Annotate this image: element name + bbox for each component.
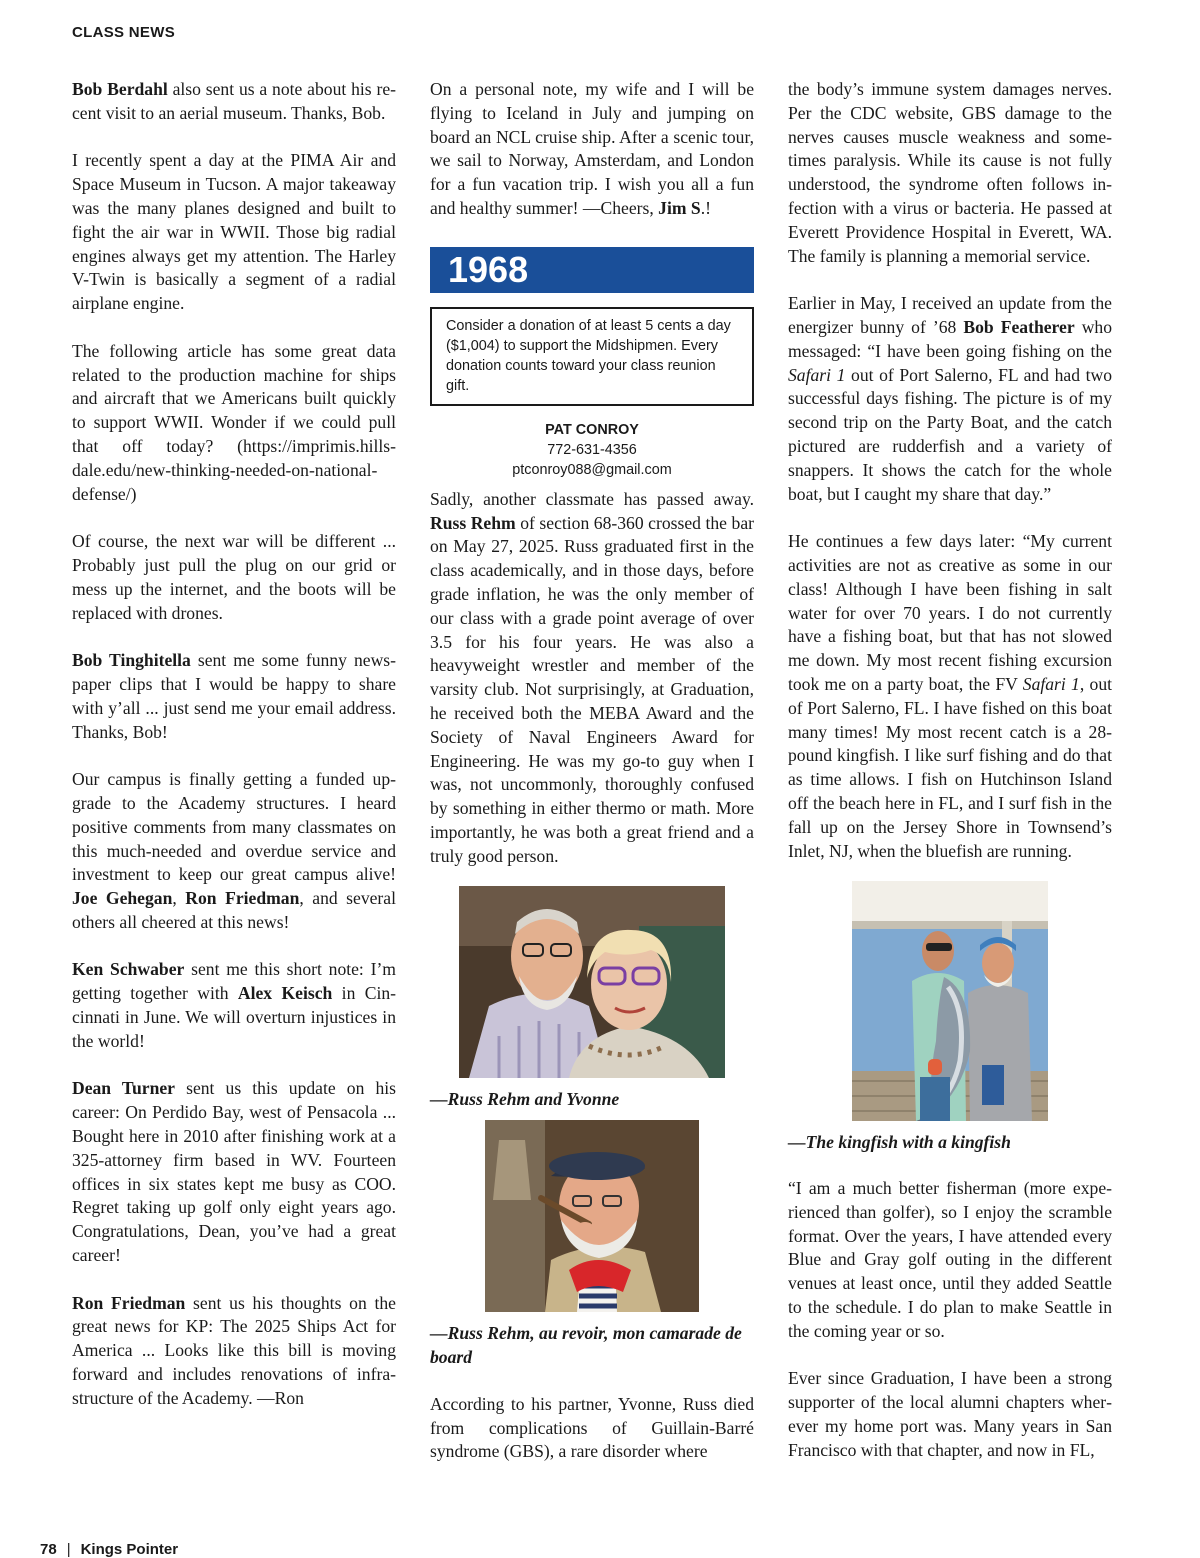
paragraph-gbs: According to his partner, Yvonne, Russ died from complications of Guillain-Barré syndrome (GBS), a rare disorder where [430,1393,754,1462]
donation-box: Consider a donation of at least 5 cents a day ($1,004) to support the Midshipmen. Every donation counts toward your class reunion gift. [430,307,754,406]
footer-separator: | [66,1541,71,1558]
classmate-name: Bob Tinghitella [72,650,191,671]
paragraph-personal-note: On a personal note, my wife and I will be flying to Iceland in July and jumping on board an NCL cruise ship. After a scenic tour, we sail to Norway, Amsterdam, and London for a fun vacation trip. I wish you all a fun and healthy summer! —Cheers, Jim S.! [430,79,754,218]
page-footer [40,1541,178,1558]
paragraph-campus: Our campus is finally getting a funded upgrade to the Academy structures. I heard positive comments from many classmates on this much-needed and overdue service and investment to keep our great campus alive! Joe Gehegan, Ron Friedman, and several others all cheered at this news! [72,769,396,932]
classmate-name: Bob Berdahl [72,79,168,99]
photo-caption: —Russ Rehm and Yvonne [430,1089,620,1110]
classmate-name: Alex Keisch [237,983,333,1004]
classmate-name: Russ Rehm [430,512,516,533]
kingfish-photo-illustration [852,881,1048,1121]
column-1 [72,78,396,1411]
photo-russ-and-yvonne [459,886,725,1078]
paragraph-rehm: Sadly, another classmate has passed away. Russ Rehm of section 68-360 crossed the bar on May 27, 2025. Russ graduated first in the class academically, and in those days, before grade inflation, he was the only member of our class with a grade point average of over 3.5 for his four years. He was also a heavyweight wrestler and member of the varsity club. Not surprisingly, at Graduation, he received both the MEBA Award and the Society of Naval Engineers Award for Engineering. He was my go-to guy when I was, not uncommonly, thoroughly confused by something in either thermo or math. More importantly, he was both a great friend and a truly good person. [430,488,754,866]
classmate-name: Ron Friedman [72,1292,186,1313]
class-contact [430,420,754,480]
photo-caption: —The kingfish with a kingfish [788,1132,1011,1153]
classmate-name: Bob Featherer [963,316,1075,337]
classmate-name: Joe Gehegan [72,888,173,909]
contact-email[interactable]: ptconroy088@gmail.com [512,461,672,478]
paragraph-next-war: Of course, the next war will be different ... Probably just pull the plug on our grid or mess up the internet, and the boots will be replaced with drones. [72,531,396,623]
photo-kingfish [852,881,1048,1121]
paragraph-berdahl: Bob Berdahl also sent us a note about his recent visit to an aerial museum. Thanks, Bob. [72,79,396,123]
paragraph-featherer: Earlier in May, I received an update from the energizer bunny of ’68 Bob Featherer who messaged: “I have been going fishing on the Safari 1 out of Port Salerno, FL and had two successful days fishing. The picture is of my second trip on the Party Boat, and the catch pictured are rudderfish and a variety of snappers. It shows the catch for the whole boat, but I caught my share that day.” [788,293,1112,504]
couple-photo-illustration [459,886,725,1078]
contact-phone: 772-631-4356 [547,441,637,458]
paragraph-alumni: Ever since Graduation, I have been a strong supporter of the local alumni chapters wherever my home port was. Many years in San Francisco with that chapter, and now in FL, [788,1368,1112,1460]
beret-photo-illustration [485,1120,699,1312]
photo-caption: —Russ Rehm, au revoir, mon camarade de board [430,1323,742,1367]
paragraph-friedman: Ron Friedman sent us his thoughts on the great news for KP: The 2025 Ships Act for America ... Looks like this bill is moving forward and includes renovations of infrastructure of the Academy. —Ron [72,1292,396,1408]
paragraph-article: The following article has some great data related to the production machine for ships and aircraft that we Americans built quickly to support WWII. Wonder if we could pull that off today? (https://imprimis.hillsdale.edu/new-thinking-needed-on-national-defense/) [72,340,396,504]
boat-name: Safari 1 [1022,673,1080,694]
paragraph-gbs-continued: the body’s immune system damages nerves. Per the CDC website, GBS damage to the nerves causes muscle weakness and sometimes paralysis. While its cause is not fully understood, the syndrome often follows infection with a virus or bacteria. He passed at Everett Providence Hospital in Everett, WA. The family is planning a memorial service. [788,79,1112,266]
paragraph-schwaber: Ken Schwaber sent me this short note: I’m getting together with Alex Keisch in Cincinnati in June. We will overturn injustices in the world! [72,959,397,1051]
section-label: CLASS NEWS [72,24,176,41]
class-year-banner: 1968 [430,247,754,293]
paragraph-pima: I recently spent a day at the PIMA Air and Space Museum in Tucson. A major takeaway was the many planes designed and built to fight the air war in WWII. Those big radial engines always get my attention. The Harley V-Twin is basically a segment of a radial airplane engine. [72,150,396,314]
photo-russ-beret [485,1120,699,1312]
classmate-name: Jim S [658,197,701,218]
boat-name: Safari 1 [788,364,846,385]
column-3 [788,78,1112,1463]
publication-name: Kings Pointer [80,1541,179,1558]
contact-name: PAT CONROY [545,421,639,438]
classmate-name: Ken Schwaber [72,959,185,980]
paragraph-golf: “I am a much better fisherman (more experienced than golfer), so I enjoy the scramble format. Over the years, I have attended every Blue and Gray golf outing in the different venues at least once, until they added Seattle to the schedule. I do plan to make Seattle in the coming year or so. [788,1178,1112,1341]
page-number: 78 [40,1541,57,1558]
classmate-name: Dean Turner [72,1078,175,1099]
classmate-name: Ron Friedman [185,888,300,909]
paragraph-turner: Dean Turner sent us this update on his career: On Perdido Bay, west of Pensacola ... Bought here in 2010 after finishing work at a 325-attorney firm based in WV. Fourteen offices in six states kept me busy as COO. Regret taking up golf only eight years ago. Congratulations, Dean, you’ve had a great career! [72,1078,396,1266]
column-2 [430,78,754,1464]
paragraph-tinghitella: Bob Tinghitella sent me some funny newspaper clips that I would be happy to share with y’all ... just send me your email address. Thanks, Bob! [72,650,396,742]
paragraph-fishing: He continues a few days later: “My current activities are not as creative as some in our class! Although I have been fishing in salt water for over 70 years. I do not currently have a fishing boat, but that has not slowed me down. My most recent fishing excursion took me on a party boat, the FV Safari 1, out of Port Salerno, FL. I have fished on this boat many times! My most recent catch is a 28-pound kingfish. I like surf fishing and do that as time allows. I fish on Hutchinson Island off the beach here in FL, and I surf fish in the fall up on the Jersey Shore in Townsend’s Inlet, NJ, when the bluefish are running. [788,531,1113,861]
